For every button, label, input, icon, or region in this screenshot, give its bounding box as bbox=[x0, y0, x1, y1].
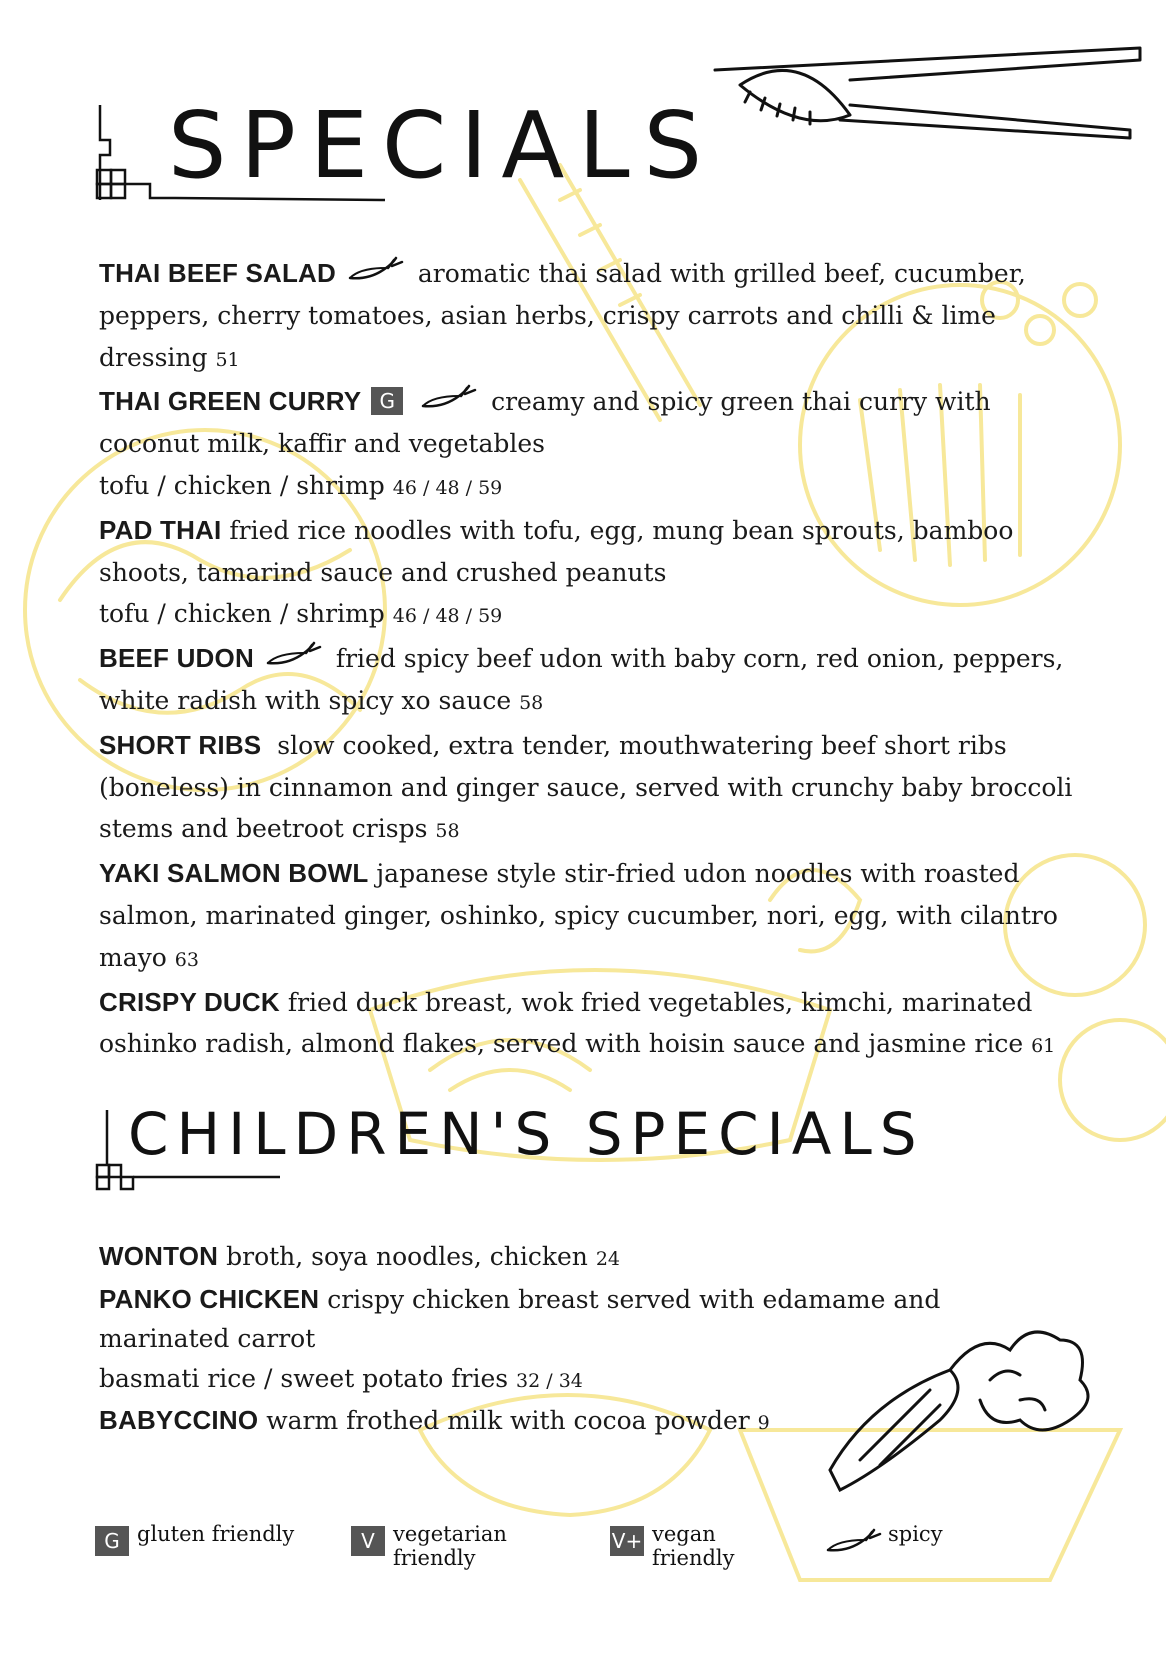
item-name: BABYCCINO bbox=[99, 1405, 259, 1435]
menu-item-beef-udon bbox=[99, 638, 1099, 725]
item-price: 58 bbox=[519, 691, 544, 714]
legend-label: gluten friendly bbox=[137, 1522, 295, 1546]
legend-vegetarian-friendly bbox=[351, 1522, 513, 1570]
spicy-chili-icon bbox=[824, 1528, 884, 1556]
item-description: broth, soya noodles, chicken bbox=[226, 1242, 588, 1271]
specials-menu bbox=[99, 253, 1099, 1068]
gluten-friendly-badge: G bbox=[95, 1526, 129, 1556]
gluten-friendly-badge: G bbox=[371, 387, 403, 415]
legend-vegan-friendly bbox=[610, 1522, 742, 1570]
vegetarian-badge: V bbox=[351, 1526, 385, 1556]
item-price: 9 bbox=[757, 1412, 770, 1434]
menu-item-thai-beef-salad bbox=[99, 253, 1099, 381]
legend-label: spicy bbox=[888, 1522, 943, 1546]
item-options: tofu / chicken / shrimp bbox=[99, 470, 385, 500]
item-description-cont: shoots, tamarind sauce and crushed peanuts bbox=[99, 557, 667, 587]
item-name: SHORT RIBS bbox=[99, 729, 262, 760]
menu-item-short-ribs bbox=[99, 725, 1099, 853]
legend-label: vegetarian friendly bbox=[393, 1522, 507, 1570]
menu-item-yaki-salmon-bowl bbox=[99, 853, 1099, 981]
spicy-chili-icon bbox=[419, 384, 479, 412]
childrens-specials-heading: CHILDREN'S SPECIALS bbox=[128, 1100, 925, 1168]
spicy-chili-icon bbox=[346, 256, 406, 284]
item-name: PAD THAI bbox=[99, 514, 222, 545]
item-price: 46 / 48 / 59 bbox=[392, 605, 503, 628]
item-description: fried spicy beef udon with baby corn, red onion, peppers, bbox=[335, 644, 1064, 674]
item-description-cont: (boneless) in cinnamon and ginger sauce, served with crunchy baby broccoli bbox=[99, 772, 1073, 802]
item-description: slow cooked, extra tender, mouthwatering beef short ribs bbox=[277, 730, 1007, 760]
item-description-cont: dressing bbox=[99, 342, 208, 372]
item-description: aromatic thai salad with grilled beef, cucumber, bbox=[417, 259, 1026, 288]
item-description-cont: mayo bbox=[99, 942, 167, 972]
legend-label: vegan friendly bbox=[652, 1522, 735, 1570]
menu-item-wonton bbox=[99, 1237, 1099, 1280]
item-description: crispy chicken breast served with edamame and bbox=[327, 1284, 941, 1314]
item-price: 58 bbox=[435, 820, 460, 843]
item-description: creamy and spicy green thai curry with bbox=[491, 387, 991, 417]
item-options: basmati rice / sweet potato fries bbox=[99, 1363, 509, 1393]
legend-gluten-friendly bbox=[95, 1522, 297, 1556]
spicy-chili-icon bbox=[264, 641, 324, 669]
item-price: 61 bbox=[1031, 1035, 1056, 1058]
vegan-badge: V+ bbox=[610, 1526, 644, 1556]
item-description: fried rice noodles with tofu, egg, mung bean sprouts, bamboo bbox=[229, 515, 1014, 545]
item-description-cont: stems and beetroot crisps bbox=[99, 814, 428, 844]
legend-spicy bbox=[822, 1522, 968, 1556]
item-price: 24 bbox=[595, 1248, 621, 1270]
item-name: CRISPY DUCK bbox=[99, 986, 280, 1017]
item-price: 63 bbox=[174, 948, 199, 971]
item-name: THAI BEEF SALAD bbox=[99, 258, 336, 288]
item-description-cont: oshinko radish, almond flakes, served with hoisin sauce and jasmine rice bbox=[99, 1029, 1024, 1059]
menu-item-panko-chicken bbox=[99, 1280, 1099, 1402]
item-name: BEEF UDON bbox=[99, 643, 254, 674]
item-description: fried duck breast, wok fried vegetables, kimchi, marinated bbox=[287, 987, 1033, 1017]
item-description: japanese style stir-fried udon noodles with roasted bbox=[376, 859, 1020, 889]
item-name: WONTON bbox=[99, 1241, 219, 1271]
item-price: 51 bbox=[215, 348, 240, 371]
item-description-cont: white radish with spicy xo sauce bbox=[99, 685, 512, 715]
item-description-cont: marinated carrot bbox=[99, 1324, 316, 1353]
menu-item-crispy-duck bbox=[99, 982, 1099, 1069]
item-description-cont: peppers, cherry tomatoes, asian herbs, crispy carrots and chilli & lime bbox=[99, 300, 996, 330]
chopsticks-dumpling-illustration bbox=[700, 40, 1150, 150]
menu-item-babyccino bbox=[99, 1401, 1099, 1444]
specials-heading: SPECIALS bbox=[168, 92, 716, 199]
item-options: tofu / chicken / shrimp bbox=[99, 599, 385, 629]
item-price: 32 / 34 bbox=[516, 1369, 583, 1392]
item-description-cont: coconut milk, kaffir and vegetables bbox=[99, 429, 545, 459]
item-name: YAKI SALMON BOWL bbox=[99, 858, 369, 889]
menu-item-thai-green-curry bbox=[99, 381, 1099, 509]
menu-item-pad-thai bbox=[99, 510, 1099, 638]
item-description: warm frothed milk with cocoa powder bbox=[266, 1406, 750, 1435]
item-price: 46 / 48 / 59 bbox=[392, 476, 503, 499]
childrens-menu bbox=[99, 1237, 1099, 1444]
item-name: PANKO CHICKEN bbox=[99, 1283, 320, 1314]
item-name: THAI GREEN CURRY bbox=[99, 386, 362, 417]
item-description-cont: salmon, marinated ginger, oshinko, spicy cucumber, nori, egg, with cilantro bbox=[99, 900, 1058, 930]
